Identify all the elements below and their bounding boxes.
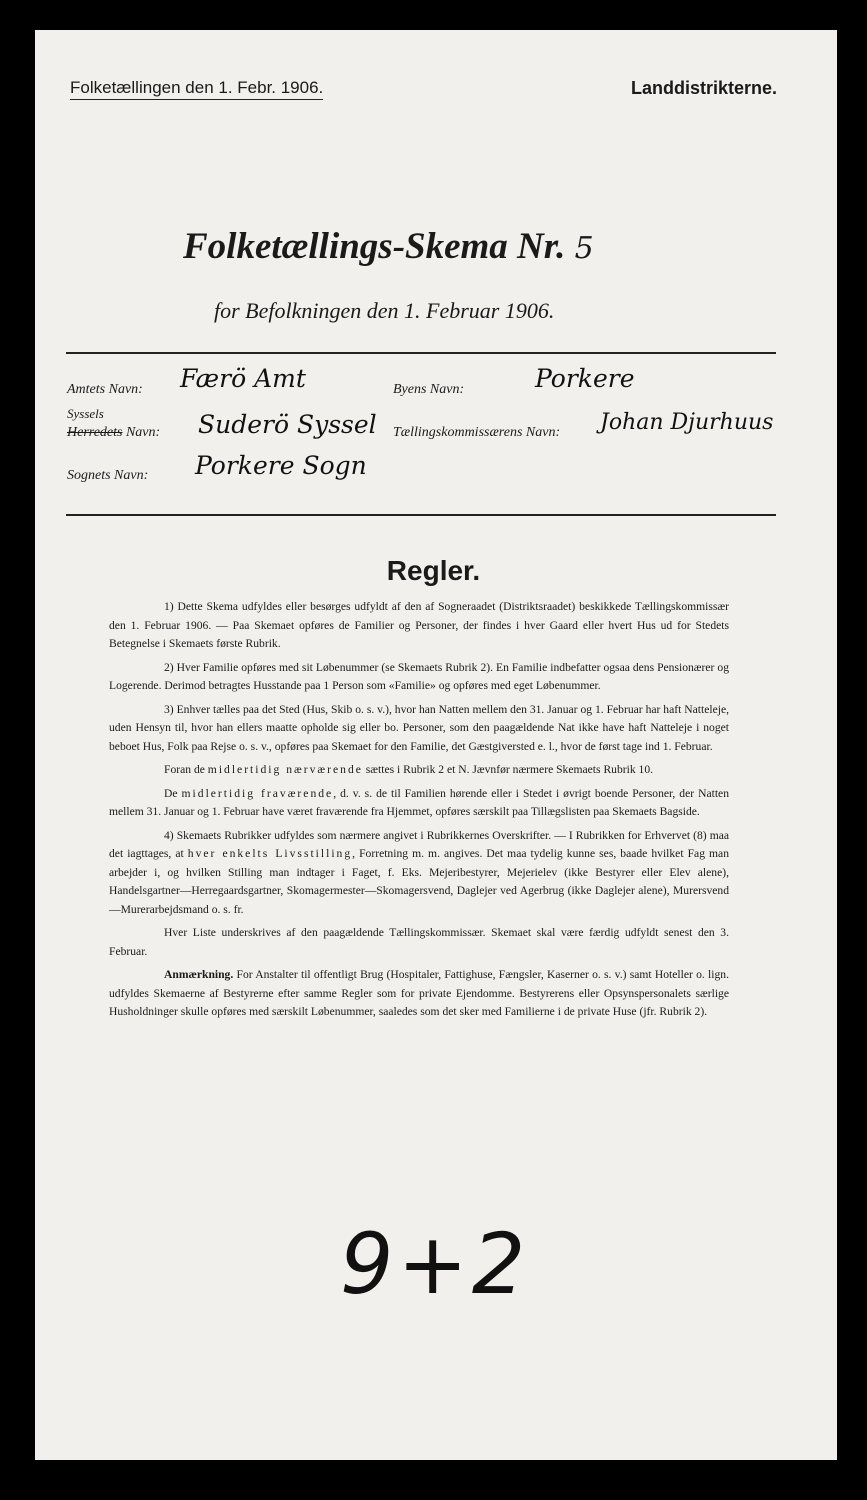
herred-label — [67, 425, 160, 441]
bottom-divider — [66, 514, 776, 516]
byens-value: Porkere — [535, 364, 635, 393]
top-divider — [66, 352, 776, 354]
syssel-handwritten-label: Syssels — [67, 406, 104, 421]
form-title-text: Folketællings-Skema Nr. — [183, 226, 566, 267]
rule-signature: Hver Liste underskrives af den paagældende Tællingskommissær. Skemaet skal være færdig udfyldt senest den 3. Februar. — [109, 926, 729, 958]
rules-heading: Regler. — [386, 555, 481, 586]
herred-value: Suderö Syssel — [198, 410, 377, 439]
herred-label-struck: Herredets — [67, 425, 123, 440]
rules-body — [109, 598, 729, 1027]
header-census-date: Folketællingen den 1. Febr. 1906. — [70, 78, 323, 100]
amt-label: Amtets Navn: — [67, 382, 143, 397]
remark-label: Anmærkning. — [164, 968, 234, 981]
rule-4: 4) Skemaets Rubrikker udfyldes som nærmere angivet i Rubrikkernes Overskrifter. — I Rubrikken for Erhvervet (8) maa det iagttages, at hver enkelts Livsstilling, Forretning m. m. angives. Det maa tydelig kunne ses, baade hvilket Fag man arbejder i, og hvilken Stilling man indtager i Faget, f. Eks. Mejeribestyrer, Mejerielev (ikke Bestyrer eller Elev alene), Handelsgartner—Herregaardsgartner, Skomagermester—Skomagersvend, Daglejer ved Agerbrug (ikke Daglejer alene), Murersvend—Murerarbejdsmand o. s. fr. — [109, 828, 730, 916]
form-subtitle: for Befolkningen den 1. Februar 1906. — [214, 298, 555, 323]
rule-3-absent: De midlertidig fraværende, d. v. s. de til Familien hørende eller i Stedet i øvrigt boende Personer, der Natten mellem 31. Januar og 1. Februar have været fraværende fra Hjemmet, opføres særskilt paa Tillægslisten paa Skemaets Bagside. — [109, 786, 729, 818]
form-number-handwritten: 5 — [574, 231, 594, 266]
rule-2: 2) Hver Familie opføres med sit Løbenummer (se Skemaets Rubrik 2). En Familie indbefatter ogsaa dens Pensionærer og Logerende. Derimod betragtes Husstande paa 1 Person som «Familie» og opføres med eget Løbenummer. — [109, 660, 729, 692]
rule-remark: Anmærkning. For Anstalter til offentligt Brug (Hospitaler, Fattighuse, Fængsler, Kaserner o. s. v.) samt Hoteller o. lign. udfyldes Skemaerne af Bestyrerne efter samme Regler som for private Ejendomme. Bestyrerens eller Opsynspersonalets særlige Husholdninger skulle opføres med særskilt Løbenummer, saaledes som det sker med Familierne i de private Huse (jfr. Rubrik 2). — [109, 968, 729, 1018]
kommissaer-value: Johan Djurhuus — [600, 410, 774, 435]
herred-label-suffix: Navn: — [125, 425, 161, 440]
rule-3: 3) Enhver tælles paa det Sted (Hus, Skib o. s. v.), hvor han Natten mellem den 31. Januar og 1. Februar har haft Natteleje, uden Hensyn til, hvor han ellers maatte opholde sig eller bo. Personer, som den paagældende Nat ikke have haft Natteleje i noget beboet Hus, Folk paa Rejse o. s. v., opføres paa Skemaet for den Familie, det Gæstgiversted e. l., hvor de først tage ind 1. Februar. — [109, 702, 729, 753]
sogn-value: Porkere Sogn — [195, 451, 367, 480]
rule-1: 1) Dette Skema udfyldes eller besørges udfyldt af den af Sogneraadet (Distriktsraadet) beskikkede Tællingskommissær den 1. Februar 1906. — Paa Skemaet opføres de Familier og Personer, der findes i hver Gaard eller hvert Hus ud for Stedets Betegnelse i Skemaets første Rubrik. — [109, 600, 729, 650]
rule-3-present: Foran de midlertidig nærværende sættes i Rubrik 2 et N. Jævnfør nærmere Skemaets Rubrik 10. — [164, 763, 654, 776]
sogn-label: Sognets Navn: — [67, 468, 149, 483]
kommissaer-label: Tællingskommissærens Navn: — [393, 425, 561, 440]
header-district-type: Landdistrikterne. — [630, 78, 777, 98]
amt-value: Færö Amt — [180, 364, 306, 393]
byens-label: Byens Navn: — [393, 382, 465, 397]
form-title — [183, 225, 594, 268]
handwritten-annotation: 9+2 — [340, 1215, 530, 1313]
